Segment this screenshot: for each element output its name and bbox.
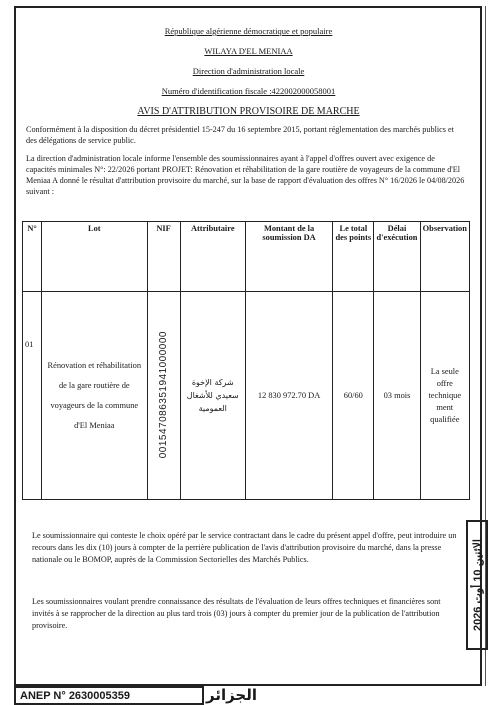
intro-paragraph-1: Conformément à la disposition du décret présidentiel 15-247 du 16 septembre 2015, portant réglementation des marchés publics et des délégations de service public. [26,125,454,145]
header-republic: République algérienne démocratique et populaire [164,26,333,36]
header-nif: Numéro d'identification fiscale :422002000058001 [161,86,336,96]
cell-delai: 03 mois [374,292,420,500]
header-wilaya: WILAYA D'EL MENIAA [204,46,293,56]
cell-nif: 001547086351941000000 [158,330,170,459]
th-lot: Lot [42,222,147,292]
cell-points: 60/60 [333,292,374,500]
th-attributaire: Attributaire [180,222,245,292]
award-table [22,221,470,500]
anep-number: ANEP N° 2630005359 [14,686,204,705]
table-row [23,292,470,500]
publication-date: الاثنين 10 أوت 2026 [471,538,484,632]
cell-observation: La seule offre technique ment qualifiée [420,292,469,500]
notice-title: AVIS D'ATTRIBUTION PROVISOIRE DE MARCHE [137,106,360,117]
th-montant: Montant de la soumission DA [245,222,332,292]
invite-paragraph: Les soumissionnaires voulant prendre connaissance des résultats de l'évaluation de leurs offres techniques et financières sont invités à se rapprocher de la direction au plus tard trois (03) jours à compter du premier jour de la publication de l'attribution provisoire. [32,597,441,630]
cell-lot: Rénovation et réhabilitation de la gare routière de voyageurs de la commune d'El Meniaa [42,292,147,500]
th-delai: Délai d'exécution [374,222,420,292]
th-num: N° [23,222,42,292]
cell-montant: 12 830 972.70 DA [245,292,332,500]
th-points: Le total des points [333,222,374,292]
th-observation: Observation [420,222,469,292]
intro-paragraph-2: La direction d'administration locale informe l'ensemble des soumissionnaires ayant à l'appel d'offres ouvert avec exigence de capacités minimales N°: 22/2026 portant PROJET: Rénovation et réhabilitation de la gare routière de voyageurs de la commune d'El Meniaa A donné le résultat d'attribution provisoire du marché, sur la base de rapport d'évaluation des offres N° 16/2026 le 04/08/2026 suivant : [26,154,465,196]
recours-paragraph: Le soumissionnaire qui conteste le choix opéré par le service contractant dans le cadre du présent appel d'offre, peut introduire un recours dans les dix (10) jours à compter de la perrière publication de l'avis d'attribution provisoire du marché, dans la presse nationale ou le BOMOP, auprès de la Commission Sectorielles des Marchés Publics. [32,531,457,564]
publication-date-box [466,520,488,650]
newspaper-logo: الجزائر [206,686,258,704]
th-nif: NIF [147,222,180,292]
header-direction: Direction d'administration locale [192,66,305,76]
cell-attributaire: شركة الإخوة سعيدي للأشغال العمومية [180,292,245,500]
cell-num: 01 [23,292,42,500]
